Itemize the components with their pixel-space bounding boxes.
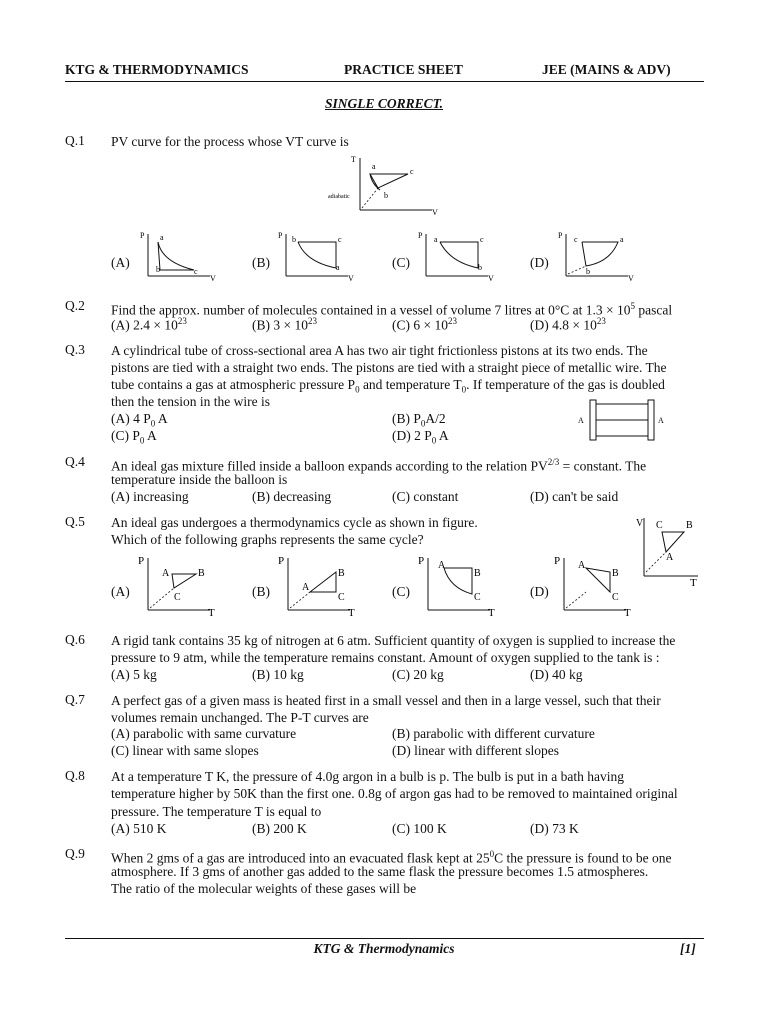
option-a[interactable]: (A) parabolic with same curvature — [111, 726, 297, 741]
option-a[interactable]: (A) 4 $P_0$ A — [111, 411, 168, 429]
option-b-label[interactable]: (B) — [252, 255, 270, 270]
question-text-line: tube contains a gas at atmospheric pressure $P_0$ and temperature $T_0$. If temperature of the gas is doubled — [111, 377, 665, 395]
option-d-label[interactable]: (D) — [530, 255, 549, 270]
option-b[interactable]: (B) 10 kg — [252, 667, 304, 682]
svg-text:A: A — [438, 560, 446, 571]
option-c[interactable]: (C) $6 \times 10^{23}$ — [392, 316, 457, 333]
svg-text:B: B — [686, 520, 693, 531]
svg-text:V: V — [636, 518, 644, 529]
svg-text:A: A — [666, 552, 674, 563]
question-number: Q.5 — [65, 514, 85, 529]
header-subject: KTG & THERMODYNAMICS — [65, 62, 249, 77]
svg-text:A: A — [302, 582, 310, 593]
question-number: Q.9 — [65, 846, 85, 861]
option-c[interactable]: (C) linear with same slopes — [111, 743, 259, 758]
option-a[interactable]: (A) increasing — [111, 489, 189, 504]
question-text-line: pressure to 9 atm, while the temperature remains constant. Amount of oxygen supplied to the tank is : — [111, 650, 660, 665]
svg-text:B: B — [338, 568, 345, 579]
svg-text:c: c — [480, 235, 484, 244]
question-number: Q.2 — [65, 298, 85, 313]
point-label: b — [384, 191, 388, 200]
svg-text:c: c — [338, 235, 342, 244]
option-c-label[interactable]: (C) — [392, 255, 410, 270]
question-text-line: A cylindrical tube of cross-sectional area A has two air tight frictionless pistons at its two ends. The — [111, 343, 648, 358]
svg-text:V: V — [488, 274, 494, 283]
axis-label: V — [432, 208, 438, 217]
svg-text:C: C — [656, 520, 663, 531]
option-c[interactable]: (C) $P_0$ A — [111, 428, 157, 446]
option-b[interactable]: (B) $P_0A/2$ — [392, 411, 446, 429]
option-d[interactable]: (D) can't be said — [530, 489, 619, 504]
option-d-label[interactable]: (D) — [530, 584, 549, 599]
q5-vt-figure — [632, 514, 708, 586]
option-a[interactable]: (A) 5 kg — [111, 667, 157, 682]
question-text-line: The ratio of the molecular weights of these gases will be — [111, 881, 417, 896]
header-rule — [65, 81, 704, 82]
svg-text:P: P — [138, 555, 145, 567]
svg-text:P: P — [418, 555, 425, 567]
option-b[interactable]: (B) decreasing — [252, 489, 332, 504]
header-exam: JEE (MAINS & ADV) — [542, 62, 671, 77]
q5-option-c-graph — [416, 552, 504, 618]
question-text-line: A rigid tank contains 35 kg of nitrogen at 6 atm. Sufficient quantity of oxygen is supplied to increase the — [111, 633, 676, 648]
svg-text:V: V — [628, 274, 634, 283]
svg-text:C: C — [338, 592, 345, 603]
option-a-label[interactable]: (A) — [111, 255, 130, 270]
question-text-line: A perfect gas of a given mass is heated first in a small vessel and then in a large vessel, such that their — [111, 693, 661, 708]
option-b[interactable]: (B) parabolic with different curvature — [392, 726, 595, 741]
q1-option-d-graph — [556, 228, 640, 284]
section-title: SINGLE CORRECT. — [324, 96, 444, 111]
svg-text:T: T — [348, 607, 355, 618]
svg-text:P: P — [418, 231, 423, 240]
footer-title: KTG & Thermodynamics — [313, 941, 455, 956]
option-c[interactable]: (C) 100 K — [392, 821, 447, 836]
svg-text:c: c — [574, 235, 578, 244]
svg-text:A: A — [578, 560, 586, 571]
svg-text:c: c — [194, 267, 198, 276]
q5-option-d-graph — [552, 552, 640, 618]
svg-text:b: b — [292, 235, 296, 244]
curve-label: adiabatic — [328, 194, 350, 200]
svg-text:A: A — [578, 416, 584, 425]
svg-text:a: a — [160, 233, 164, 242]
svg-text:a: a — [434, 235, 438, 244]
svg-text:P: P — [278, 231, 283, 240]
question-text-line: When 2 gms of a gas are introduced into an evacuated flask kept at $25^0C$ the pressure is found to be one — [111, 849, 672, 866]
svg-text:C: C — [174, 592, 181, 603]
option-a-label[interactable]: (A) — [111, 584, 130, 599]
question-number: Q.8 — [65, 768, 85, 783]
option-b-label[interactable]: (B) — [252, 584, 270, 599]
option-c-label[interactable]: (C) — [392, 584, 410, 599]
question-text-line: temperature inside the balloon is — [111, 472, 288, 487]
svg-text:B: B — [612, 568, 619, 579]
option-d[interactable]: (D) $4.8 \times 10^{23}$ — [530, 316, 606, 333]
q3-tube-figure — [574, 396, 670, 444]
option-d[interactable]: (D) 40 kg — [530, 667, 583, 682]
svg-text:P: P — [558, 231, 563, 240]
option-c[interactable]: (C) 20 kg — [392, 667, 444, 682]
svg-text:C: C — [612, 592, 619, 603]
svg-text:B: B — [198, 568, 205, 579]
question-number: Q.7 — [65, 692, 85, 707]
question-number: Q.3 — [65, 342, 85, 357]
svg-text:T: T — [488, 607, 495, 618]
question-number: Q.6 — [65, 632, 85, 647]
svg-text:V: V — [348, 274, 354, 283]
svg-text:T: T — [208, 607, 215, 618]
svg-text:C: C — [474, 592, 481, 603]
page-number: [1] — [680, 941, 696, 956]
svg-text:A: A — [162, 568, 170, 579]
q1-option-c-graph — [416, 228, 500, 284]
q1-option-b-graph — [276, 228, 360, 284]
question-number: Q.1 — [65, 133, 85, 148]
svg-text:P: P — [278, 555, 285, 567]
option-a[interactable]: (A) 510 K — [111, 821, 167, 836]
q5-option-b-graph — [276, 552, 364, 618]
question-text-line: Which of the following graphs represents the same cycle? — [111, 532, 424, 547]
point-label: a — [372, 162, 376, 171]
svg-text:T: T — [624, 607, 631, 618]
option-b[interactable]: (B) $3 \times 10^{23}$ — [252, 316, 317, 333]
question-text-line: volumes remain unchanged. The P-T curves are — [111, 710, 369, 725]
header-sheet-type: PRACTICE SHEET — [344, 62, 463, 77]
question-text-line: pressure. The temperature T is equal to — [111, 804, 322, 819]
svg-text:b: b — [478, 263, 482, 272]
svg-text:P: P — [140, 231, 145, 240]
question-text-line: atmosphere. If 3 gms of another gas added to the same flask the pressure becomes 1.5 atmospheres. — [111, 864, 649, 879]
svg-text:b: b — [156, 265, 160, 274]
point-label: c — [410, 167, 414, 176]
question-text-line: pistons are tied with a straight two ends. The pistons are tied with a straight piece of metallic wire. The — [111, 360, 667, 375]
q1-option-a-graph — [138, 228, 222, 284]
option-a[interactable]: (A) $2.4 \times 10^{23}$ — [111, 316, 187, 333]
option-d[interactable]: (D) 2 $P_0$ A — [392, 428, 449, 446]
svg-text:a: a — [336, 263, 340, 272]
question-text-line: An ideal gas undergoes a thermodynamics cycle as shown in figure. — [111, 515, 478, 530]
svg-text:B: B — [474, 568, 481, 579]
q5-option-a-graph — [136, 552, 224, 618]
q1-vt-figure — [320, 152, 450, 220]
option-c[interactable]: (C) constant — [392, 489, 459, 504]
option-b[interactable]: (B) 200 K — [252, 821, 307, 836]
svg-text:V: V — [210, 274, 216, 283]
option-d[interactable]: (D) 73 K — [530, 821, 579, 836]
svg-text:T: T — [690, 577, 697, 586]
question-text-line: At a temperature T K, the pressure of 4.0g argon in a bulb is p. The bulb is put in a bath having — [111, 769, 625, 784]
footer-rule — [65, 938, 704, 939]
svg-text:b: b — [586, 267, 590, 276]
question-number: Q.4 — [65, 454, 85, 469]
question-text: PV curve for the process whose VT curve is — [111, 134, 349, 149]
svg-text:P: P — [554, 555, 561, 567]
svg-text:a: a — [620, 235, 624, 244]
option-d[interactable]: (D) linear with different slopes — [392, 743, 559, 758]
question-text-line: An ideal gas mixture filled inside a balloon expands according to the relation $PV^{2/3}$ = constant. The — [111, 457, 647, 474]
question-text-line: temperature higher by 50K than the first one. 0.8g of argon gas had to be removed to maintained original — [111, 786, 678, 801]
question-text: Find the approx. number of molecules contained in a vessel of volume 7 litres at 0°C at $1.3 \times 10^5$ pascal — [111, 301, 673, 318]
svg-text:A: A — [658, 416, 664, 425]
axis-label: T — [351, 155, 356, 164]
question-text-line: then the tension in the wire is — [111, 394, 270, 409]
